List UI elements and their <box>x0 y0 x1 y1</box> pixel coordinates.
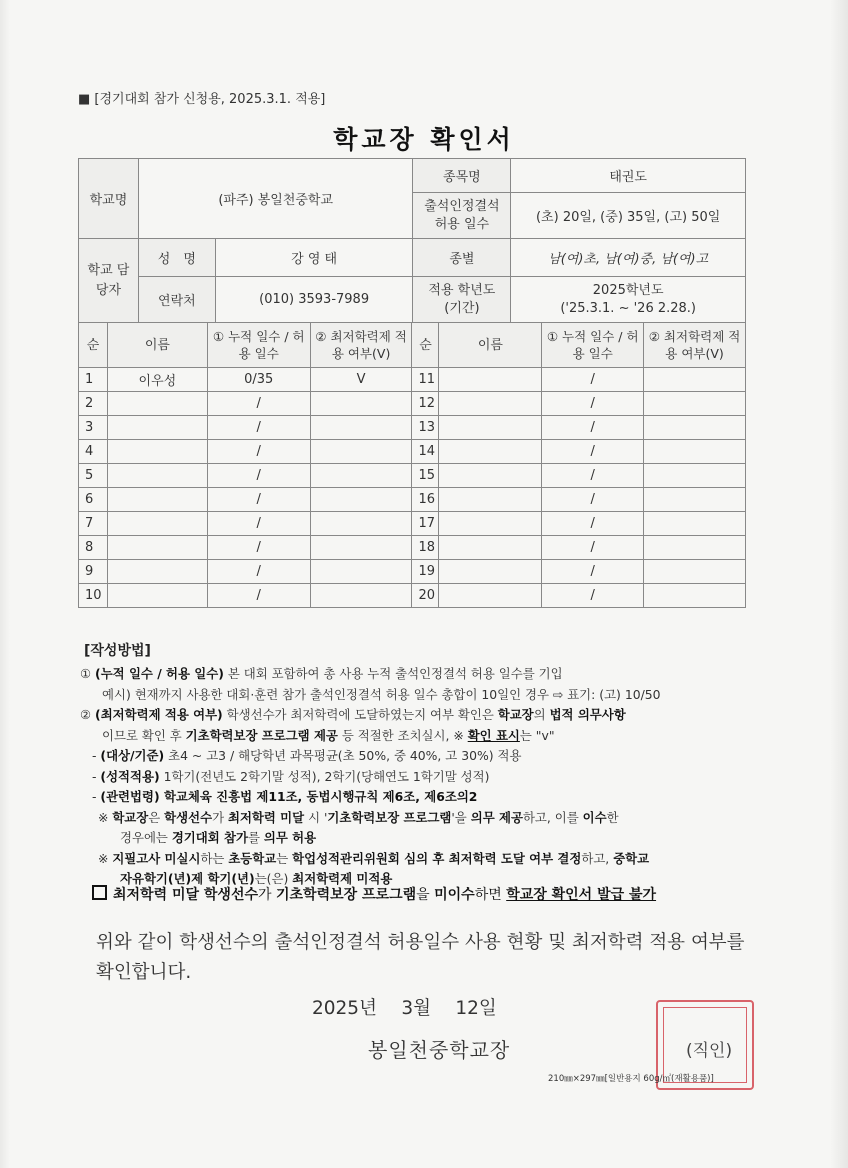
absence-label: 출석인정결석 허용 일수 <box>413 193 511 239</box>
row-name <box>439 536 542 560</box>
row-applied <box>644 440 746 464</box>
row-name <box>107 416 207 440</box>
row-applied <box>644 512 746 536</box>
roster-header-name: 이름 <box>107 323 207 368</box>
row-no: 8 <box>79 536 108 560</box>
warning-text: 기초학력보장 프로그램 <box>276 887 417 903</box>
row-name <box>107 464 207 488</box>
row-days: / <box>542 536 644 560</box>
note-text: 하고, <box>581 850 614 866</box>
roster-header-days: ① 누적 일수 / 허용 일수 <box>542 323 644 368</box>
row-name <box>107 560 207 584</box>
gender-value: 남(여)초, 남(여)중, 남(여)고 <box>511 239 746 277</box>
paper-note: 210㎜×297㎜[일반용지 60g/㎡(재활용품)] <box>548 1074 714 1084</box>
row-days: / <box>542 512 644 536</box>
note-text: 시 ' <box>304 809 328 825</box>
note-bold: 이수 <box>582 809 607 825</box>
bullet: - <box>92 768 101 784</box>
row-applied <box>310 416 412 440</box>
row-name <box>439 512 542 536</box>
instruction-grade-title: (성적적용) <box>100 768 160 784</box>
row-applied <box>644 368 746 392</box>
row-days: / <box>207 416 310 440</box>
instruction-2-marker: ② <box>80 707 96 722</box>
instruction-target-title: (대상/기준) <box>100 748 165 763</box>
table-row <box>79 584 746 608</box>
row-applied <box>310 584 412 608</box>
row-name <box>107 536 207 560</box>
instruction-2-bold: 법적 의무사항 <box>549 707 626 722</box>
warning-text: 최저학력 미달 <box>113 887 204 903</box>
instruction-1-text: 본 대회 포함하여 총 사용 누적 출석인정결석 허용 일수를 기입 <box>223 666 563 681</box>
row-days: / <box>207 464 310 488</box>
warning-text: 학생선수 <box>203 887 259 903</box>
bullet: - <box>92 748 101 763</box>
instructions-title: [작성방법] <box>84 643 151 659</box>
roster-header-applied: ② 최저학력제 적용 여부(V) <box>644 323 746 368</box>
checkbox-icon <box>92 885 107 900</box>
row-applied <box>310 464 412 488</box>
note-bold: 최저학력제 미적용 <box>292 871 393 886</box>
row-name <box>439 560 542 584</box>
seal-label: (직인) <box>686 1041 733 1061</box>
row-name: 이우성 <box>107 368 207 392</box>
row-applied <box>644 536 746 560</box>
school-value: (파주) 봉일천중학교 <box>138 159 413 239</box>
row-applied <box>644 584 746 608</box>
row-no: 15 <box>412 464 439 488</box>
row-no: 9 <box>79 560 108 584</box>
row-applied <box>310 512 412 536</box>
instruction-1-example: 예시) 현재까지 사용한 대회·훈련 참가 출석인정결석 허용 일수 총합이 10일인 경우 ⇨ 표기: (고) 10/50 <box>102 686 661 702</box>
instruction-1-marker: ① <box>80 666 96 681</box>
roster-header-days: ① 누적 일수 / 허용 일수 <box>207 323 310 368</box>
instruction-2-title: (최저학력제 적용 여부) <box>95 707 223 722</box>
school-head: 봉일천중학교장 <box>368 1038 511 1062</box>
row-no: 7 <box>79 512 108 536</box>
row-no: 17 <box>412 512 439 536</box>
confirmation-text: 위와 같이 학생선수의 출석인정결석 허용일수 사용 현황 및 최저학력 적용 여부를 확인합니다. <box>96 932 745 983</box>
row-days: / <box>542 440 644 464</box>
instruction-grade-text: 1학기(전년도 2학기말 성적), 2학기(당해연도 1학기말 성적) <box>159 768 490 784</box>
row-days: / <box>207 488 310 512</box>
row-name <box>439 464 542 488</box>
row-no: 16 <box>412 488 439 512</box>
row-no: 1 <box>79 368 108 392</box>
row-days: / <box>207 560 310 584</box>
table-row <box>79 512 746 536</box>
warning-line <box>92 884 656 904</box>
note-text: 하고, 이를 <box>522 809 583 825</box>
row-no: 6 <box>79 488 108 512</box>
row-applied <box>644 560 746 584</box>
note-bold: 학생선수 <box>164 809 213 825</box>
row-no: 20 <box>412 584 439 608</box>
row-days: / <box>207 536 310 560</box>
header-note: ■ [경기대회 참가 신청용, 2025.3.1. 적용] <box>78 92 326 107</box>
instruction-target-text: 초4 ~ 고3 / 해당학년 과목평균(초 50%, 중 40%, 고 30%) 적용 <box>164 748 522 763</box>
warning-text: 미이수 <box>434 887 475 903</box>
row-applied <box>310 560 412 584</box>
instruction-2-bold: 학교장 <box>497 707 534 722</box>
row-no: 2 <box>79 392 108 416</box>
row-days: / <box>542 488 644 512</box>
teacher-label: 학교 담당자 <box>79 239 139 323</box>
row-applied <box>644 416 746 440</box>
note-text: 은 <box>148 809 165 825</box>
year-cell <box>511 277 746 323</box>
row-applied <box>310 488 412 512</box>
table-row <box>79 368 746 392</box>
row-applied <box>644 488 746 512</box>
table-row <box>79 560 746 584</box>
instruction-2-text: 등 적절한 조치실시, ※ <box>337 727 468 743</box>
row-name <box>107 584 207 608</box>
row-no: 4 <box>79 440 108 464</box>
row-name <box>439 440 542 464</box>
note-marker: ※ <box>98 809 113 825</box>
note-bold: 학교장 <box>112 809 149 825</box>
row-days: / <box>542 464 644 488</box>
row-name <box>439 392 542 416</box>
row-applied <box>310 440 412 464</box>
roster-header-applied: ② 최저학력제 적용 여부(V) <box>310 323 412 368</box>
row-name <box>439 488 542 512</box>
row-days: / <box>207 392 310 416</box>
note-marker: ※ <box>98 850 113 866</box>
instruction-2-bold: 확인 표시 <box>467 727 520 743</box>
row-name <box>107 512 207 536</box>
instruction-law: (관련법령) 학교체육 진흥법 제11조, 동법시행규칙 제6조, 제6조의2 <box>100 789 478 804</box>
issue-date: 2025년 3월 12일 <box>312 998 497 1019</box>
table-row <box>79 416 746 440</box>
note-bold: 의무 허용 <box>263 830 317 845</box>
row-days: 0/35 <box>207 368 310 392</box>
instruction-2-text: 학생선수가 최저학력에 도달하였는지 여부 확인은 <box>222 707 498 722</box>
table-row <box>79 536 746 560</box>
instruction-2-text: 는 "v" <box>519 727 555 743</box>
row-days: / <box>207 440 310 464</box>
row-days: / <box>207 512 310 536</box>
school-label: 학교명 <box>79 159 139 239</box>
note-bold: 자유학기(년)제 학기(년) <box>120 871 255 886</box>
row-applied <box>310 536 412 560</box>
note-bold: 지필고사 미실시 <box>112 850 201 866</box>
row-days: / <box>542 560 644 584</box>
note-bold: 경기대회 참가 <box>171 830 248 845</box>
name-label: 성 명 <box>138 239 215 277</box>
event-label: 종목명 <box>413 159 511 193</box>
year-label: 적용 학년도 (기간) <box>413 277 511 323</box>
note-text: 경우에는 <box>120 830 172 845</box>
note-text: 하는 <box>200 850 229 866</box>
row-name <box>439 416 542 440</box>
row-applied: V <box>310 368 412 392</box>
gender-label: 종별 <box>413 239 511 277</box>
row-name <box>439 584 542 608</box>
row-no: 18 <box>412 536 439 560</box>
instructions <box>78 664 758 890</box>
roster-header-name: 이름 <box>439 323 542 368</box>
note-text: 는(은) <box>254 871 293 886</box>
note-bold: 최저학력 미달 <box>227 809 305 825</box>
page-title: 학교장 확인서 <box>333 125 515 154</box>
row-no: 12 <box>412 392 439 416</box>
row-days: / <box>542 416 644 440</box>
warning-text: 을 <box>416 887 435 903</box>
row-name <box>107 440 207 464</box>
roster-table <box>78 322 746 608</box>
absence-value: (초) 20일, (중) 35일, (고) 50일 <box>511 193 746 239</box>
row-days: / <box>207 584 310 608</box>
name-value: 강 영 태 <box>215 239 413 277</box>
row-no: 3 <box>79 416 108 440</box>
row-days: / <box>542 368 644 392</box>
info-table <box>78 158 746 323</box>
note-text: 가 <box>212 809 228 825</box>
table-row <box>79 392 746 416</box>
year-period: ('25.3.1. ~ '26 2.28.) <box>560 300 696 316</box>
event-value: 태권도 <box>511 159 746 193</box>
row-no: 5 <box>79 464 108 488</box>
note-text: 를 <box>247 830 264 845</box>
row-days: / <box>542 584 644 608</box>
roster-header-no: 순 <box>412 323 439 368</box>
warning-text: 가 <box>258 887 276 903</box>
row-no: 13 <box>412 416 439 440</box>
row-no: 14 <box>412 440 439 464</box>
row-name <box>439 368 542 392</box>
warning-text: 학교장 확인서 발급 불가 <box>506 887 657 903</box>
instruction-2-bold: 기초학력보장 프로그램 제공 <box>185 727 338 743</box>
table-row <box>79 488 746 512</box>
contact-value: (010) 3593-7989 <box>215 277 413 323</box>
instruction-1-title: (누적 일수 / 허용 일수) <box>95 666 224 681</box>
table-row <box>79 464 746 488</box>
row-applied <box>644 392 746 416</box>
note-bold: 중학교 <box>613 850 650 866</box>
row-name <box>107 488 207 512</box>
note-bold: 학업성적관리위원회 심의 후 최저학력 도달 여부 결정 <box>292 850 582 866</box>
note-bold: 기초학력보장 프로그램 <box>327 809 452 825</box>
row-no: 10 <box>79 584 108 608</box>
row-days: / <box>542 392 644 416</box>
table-row <box>79 440 746 464</box>
roster-header-no: 순 <box>79 323 108 368</box>
row-applied <box>644 464 746 488</box>
row-no: 19 <box>412 560 439 584</box>
row-applied <box>310 392 412 416</box>
note-bold: 초등학교 <box>228 850 277 866</box>
instruction-2-text: 이므로 확인 후 <box>102 727 186 743</box>
note-text: 한 <box>606 809 619 825</box>
row-no: 11 <box>412 368 439 392</box>
instruction-2-text: 의 <box>533 707 550 722</box>
year-value: 2025학년도 <box>592 282 664 298</box>
warning-text: 하면 <box>474 887 507 903</box>
note-text: 는 <box>276 850 293 866</box>
bullet: - <box>92 789 101 804</box>
note-text: '을 <box>451 809 471 825</box>
row-name <box>107 392 207 416</box>
contact-label: 연락처 <box>138 277 215 323</box>
note-bold: 의무 제공 <box>470 809 523 825</box>
